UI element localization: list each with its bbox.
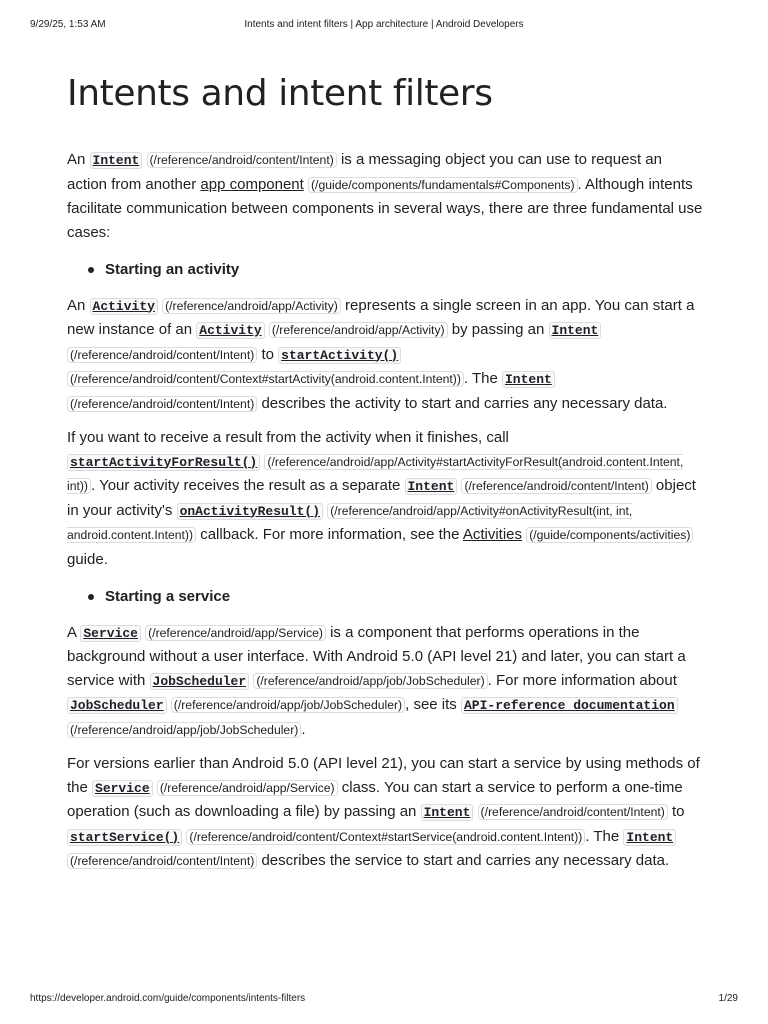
text: . Your activity receives the result as a separate: [91, 477, 405, 494]
url-annotation: (/reference/android/app/job/JobScheduler): [67, 722, 301, 738]
activity-paragraph-2: [67, 426, 703, 571]
intent-code-link[interactable]: Intent: [421, 804, 474, 821]
bullet-icon: [88, 594, 94, 600]
text: An: [67, 296, 90, 314]
bullet-icon: [88, 267, 94, 273]
url-annotation: (/reference/android/content/Intent): [147, 152, 337, 168]
list-item-starting-activity: [105, 258, 703, 282]
text: describes the activity to start and carries any necessary data.: [257, 394, 668, 412]
section-heading: Starting a service: [105, 588, 231, 605]
url-annotation: (/guide/components/fundamentals#Components): [308, 177, 578, 193]
text: to: [667, 803, 685, 820]
print-date: 9/29/25, 1:53 AM: [30, 19, 106, 30]
text: , see its: [405, 696, 461, 713]
text: is a messaging object you can use to request an action from another: [67, 151, 662, 193]
activity-code-link[interactable]: Activity: [90, 298, 158, 315]
url-annotation: (/reference/android/content/Intent): [67, 396, 257, 412]
text: . The: [463, 370, 502, 387]
text: by passing an: [447, 321, 549, 338]
service-code-link[interactable]: Service: [92, 780, 153, 797]
text: . Although intents facilitate communication between components in several ways, there are three fundamental use cases:: [67, 175, 703, 241]
url-annotation: (/reference/android/content/Intent): [478, 804, 668, 820]
text: .: [301, 720, 306, 738]
page-url: https://developer.android.com/guide/components/intents-filters: [30, 993, 306, 1004]
on-activity-result-code-link[interactable]: onActivityResult(): [177, 503, 323, 520]
url-annotation: (/reference/android/app/job/JobScheduler): [171, 697, 405, 713]
list-item-starting-service: [105, 585, 703, 609]
text: object in your activity's: [67, 477, 696, 519]
print-header: [30, 19, 738, 33]
url-annotation: (/reference/android/app/Service): [157, 780, 338, 796]
url-annotation: (/reference/android/app/job/JobScheduler): [253, 673, 487, 689]
print-footer: [30, 993, 738, 1007]
text: . For more information about: [487, 671, 677, 689]
url-annotation: (/reference/android/app/Service): [145, 625, 326, 641]
text: is a component that performs operations in the background without a user interface. With Android 5.0 (API level 21) and later, you can start a service with: [67, 623, 686, 689]
url-annotation: (/reference/android/app/Activity): [162, 298, 341, 314]
url-annotation: (/reference/android/app/Activity#onActivityResult(int, int, android.content.Intent)): [67, 503, 633, 542]
activities-guide-link[interactable]: Activities: [462, 526, 523, 543]
text: guide.: [67, 550, 108, 568]
start-service-code-link[interactable]: startService(): [67, 829, 182, 846]
intent-code-link[interactable]: Intent: [90, 152, 143, 169]
start-activity-for-result-code-link[interactable]: startActivityForResult(): [67, 454, 260, 471]
text: represents a single screen in an app. You can start a new instance of an: [67, 296, 695, 338]
app-component-link[interactable]: app component: [200, 175, 304, 193]
url-annotation: (/reference/android/content/Context#startService(android.content.Intent)): [186, 829, 585, 845]
article-body: [67, 148, 703, 884]
intent-code-link[interactable]: Intent: [502, 371, 555, 388]
text: class. You can start a service to perform a one-time operation (such as downloading a file) by passing an: [67, 778, 683, 820]
service-paragraph-2: [67, 752, 703, 874]
text: . The: [585, 827, 624, 845]
start-activity-code-link[interactable]: startActivity(): [278, 347, 401, 364]
text: callback. For more information, see the: [196, 526, 463, 543]
intent-code-link[interactable]: Intent: [623, 829, 676, 846]
url-annotation: (/guide/components/activities): [526, 527, 693, 543]
api-reference-documentation-link[interactable]: API-reference documentation: [461, 697, 678, 714]
job-scheduler-code-link[interactable]: JobScheduler: [67, 697, 167, 714]
intro-paragraph: [67, 148, 703, 244]
text: If you want to receive a result from the activity when it finishes, call: [67, 429, 509, 446]
print-page-title: Intents and intent filters | App architecture | Android Developers: [244, 19, 524, 30]
activity-paragraph-1: [67, 294, 703, 417]
url-annotation: (/reference/android/content/Intent): [67, 347, 257, 363]
activity-code-link[interactable]: Activity: [196, 322, 264, 339]
text: A: [67, 623, 81, 641]
job-scheduler-code-link[interactable]: JobScheduler: [150, 673, 250, 690]
section-heading: Starting an activity: [105, 261, 240, 278]
intent-code-link[interactable]: Intent: [549, 322, 602, 339]
url-annotation: (/reference/android/content/Context#startActivity(android.content.Intent)): [67, 371, 464, 387]
text: describes the service to start and carries any necessary data.: [257, 852, 670, 869]
service-code-link[interactable]: Service: [80, 625, 141, 642]
text: For versions earlier than Android 5.0 (API level 21), you can start a service by using methods of the: [67, 755, 700, 796]
url-annotation: (/reference/android/content/Intent): [461, 478, 651, 494]
intent-code-link[interactable]: Intent: [405, 478, 458, 495]
url-annotation: (/reference/android/app/Activity#startActivityForResult(android.content.Intent, int)): [67, 454, 684, 493]
url-annotation: (/reference/android/content/Intent): [67, 853, 257, 869]
service-paragraph-1: [67, 621, 703, 743]
page-title: Intents and intent filters: [67, 73, 493, 114]
text: An: [67, 151, 90, 168]
text: to: [257, 345, 279, 363]
page-number: 1/29: [718, 993, 738, 1004]
url-annotation: (/reference/android/app/Activity): [269, 322, 448, 338]
